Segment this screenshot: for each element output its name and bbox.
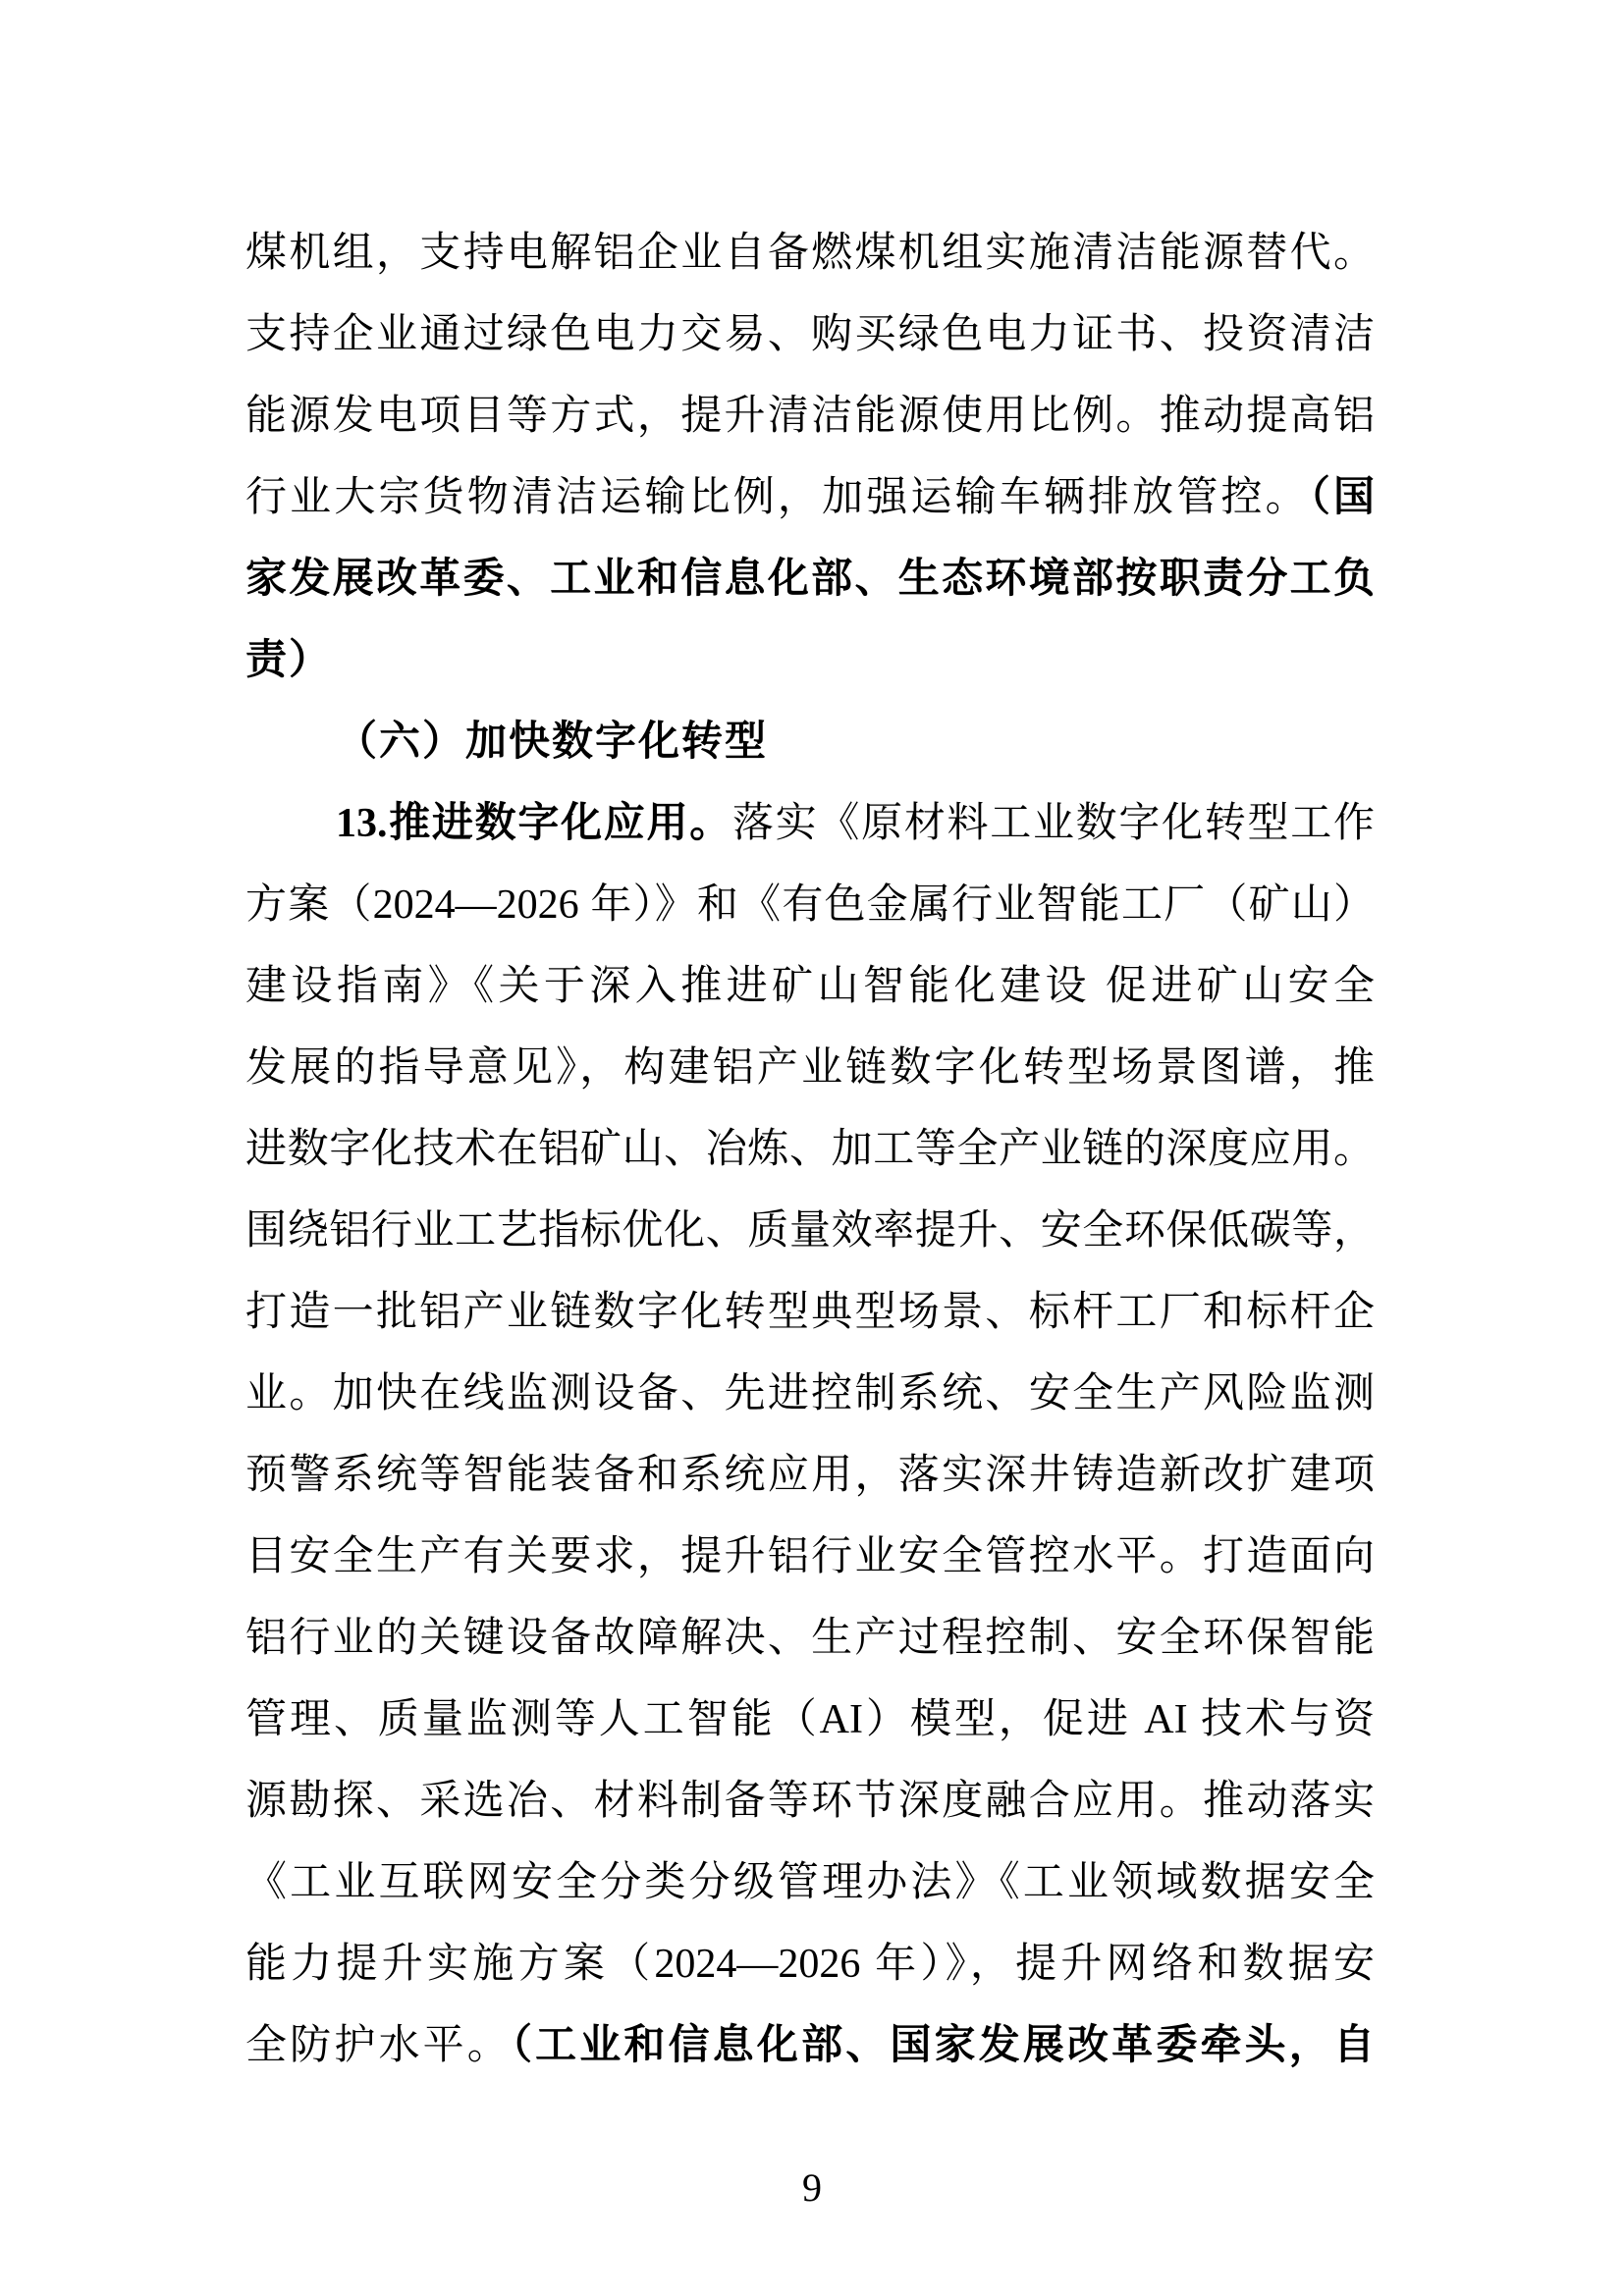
text-line-4: [245, 457, 1375, 539]
heading-text-segment: （六）加快数字化转型: [336, 720, 769, 765]
kai-text-segment: 家发展改革委、工业和信息化部、生态环境部按职责分工负: [245, 557, 1375, 602]
text-line-12: [245, 1109, 1375, 1191]
text-line-15: [245, 1354, 1375, 1435]
text-line-22: [245, 1924, 1375, 2005]
body-text-segment: 预警系统等智能装备和系统应用，落实深井铸造新改扩建项: [245, 1453, 1375, 1498]
text-line-18: [245, 1598, 1375, 1680]
text-line-14: [245, 1272, 1375, 1354]
text-line-16: [245, 1435, 1375, 1517]
document-body: [245, 213, 1375, 2087]
text-line-23: [245, 2005, 1375, 2087]
body-text-segment: 围绕铝行业工艺指标优化、质量效率提升、安全环保低碳等，: [245, 1208, 1375, 1254]
body-text-segment: 源勘探、采选冶、材料制备等环节深度融合应用。推动落实: [245, 1779, 1375, 1824]
page-number: 9: [802, 2165, 822, 2210]
body-text-segment: 煤机组，支持电解铝企业自备燃煤机组实施清洁能源替代。: [245, 231, 1375, 276]
text-line-8: [245, 783, 1375, 865]
body-text-segment: 业。加快在线监测设备、先进控制系统、安全生产风险监测: [245, 1371, 1375, 1416]
text-line-6: [245, 620, 1375, 702]
kai-text-segment: （国: [1309, 475, 1375, 520]
body-text-segment: 方案（2024—2026 年）》和《有色金属行业智能工厂（矿山）: [245, 882, 1375, 928]
body-text-segment: 发展的指导意见》，构建铝产业链数字化转型场景图谱，推: [245, 1045, 1375, 1091]
text-line-9: [245, 865, 1375, 946]
body-text-segment: 建设指南》《关于深入推进矿山智能化建设 促进矿山安全: [245, 964, 1375, 1009]
text-line-20: [245, 1761, 1375, 1842]
body-text-segment: 能源发电项目等方式，提升清洁能源使用比例。推动提高铝: [245, 394, 1375, 439]
text-line-19: [245, 1680, 1375, 1761]
text-line-1: [245, 213, 1375, 294]
text-line-17: [245, 1517, 1375, 1598]
body-text-segment: 能力提升实施方案（2024—2026 年）》，提升网络和数据安: [245, 1942, 1375, 1987]
text-line-11: [245, 1028, 1375, 1109]
body-text-segment: 目安全生产有关要求，提升铝行业安全管控水平。打造面向: [245, 1534, 1375, 1579]
body-text-segment: 落实《原材料工业数字化转型工作: [731, 801, 1375, 846]
text-line-3: [245, 376, 1375, 457]
kai-text-segment: （工业和信息化部、国家发展改革委牵头，自: [511, 2023, 1375, 2068]
body-text-segment: 行业大宗货物清洁运输比例，加强运输车辆排放管控。: [245, 475, 1310, 520]
section-heading: [245, 702, 1375, 783]
strong-text-segment: 13.推进数字化应用。: [336, 801, 732, 846]
body-text-segment: 全防护水平。: [245, 2023, 512, 2068]
body-text-segment: 支持企业通过绿色电力交易、购买绿色电力证书、投资清洁: [245, 312, 1375, 357]
kai-text-segment: 责）: [245, 638, 333, 683]
text-line-10: [245, 946, 1375, 1028]
text-line-21: [245, 1842, 1375, 1924]
body-text-segment: 打造一批铝产业链数字化转型典型场景、标杆工厂和标杆企: [245, 1290, 1375, 1335]
text-line-13: [245, 1191, 1375, 1272]
body-text-segment: 管理、质量监测等人工智能（AI）模型，促进 AI 技术与资: [245, 1697, 1375, 1742]
body-text-segment: 进数字化技术在铝矿山、冶炼、加工等全产业链的深度应用。: [245, 1127, 1375, 1172]
body-text-segment: 铝行业的关键设备故障解决、生产过程控制、安全环保智能: [245, 1616, 1375, 1661]
text-line-2: [245, 294, 1375, 376]
body-text-segment: 《工业互联网安全分类分级管理办法》《工业领域数据安全: [245, 1860, 1375, 1905]
text-line-5: [245, 539, 1375, 620]
